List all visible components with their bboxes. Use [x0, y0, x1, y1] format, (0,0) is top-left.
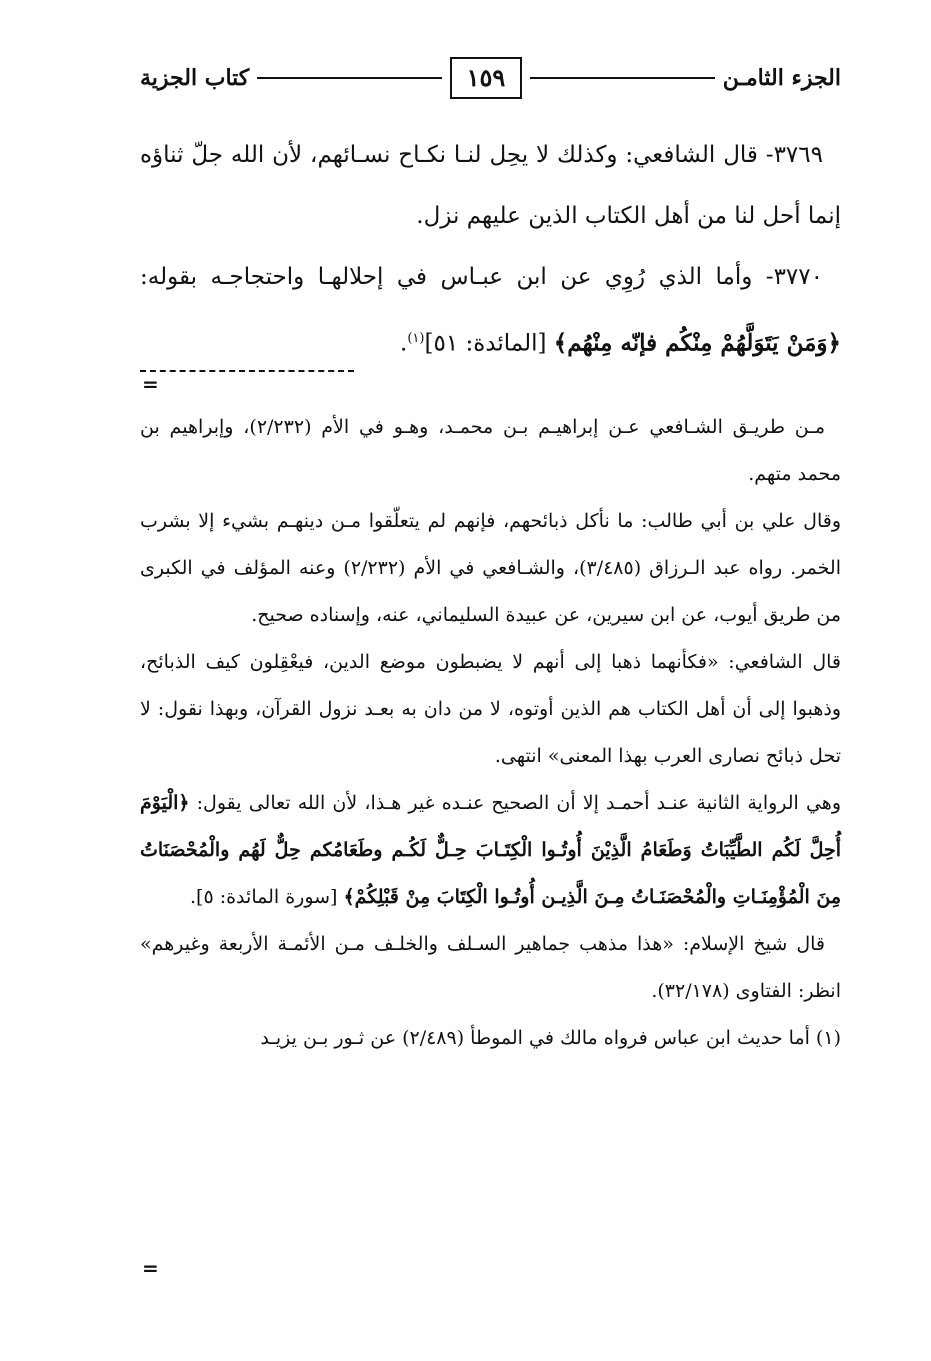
continuation-mark-bottom: = — [142, 1256, 159, 1280]
paragraph-end-mark: . — [400, 330, 408, 357]
main-text — [140, 125, 841, 375]
footnote-1: (١) أما حديث ابن عباس فرواه مالك في الموطأ (٢/٤٨٩) عن ثـور بـن يزيـد — [260, 1027, 841, 1049]
running-head-volume: الجزء الثامـن — [722, 65, 841, 91]
paragraph-3770-text: ٣٧٧٠- وأما الذي رُوِي عن ابن عبـاس في إحلالهـا واحتجاجـه بقوله: — [140, 264, 823, 290]
footnote-separator — [140, 370, 354, 372]
note-quran-verse: ﴿الْيَوْمَ أُحِلَّ لَكُم الطَّيِّبَاتُ وَطَعَامُ الَّذِيْنَ أُوتُـوا الْكِتَـابَ حِـلٌّ لَكُـم وطَعَامُكم حِلٌّ لَهُم والْمُحْصَنَاتُ مِنَ الْمُؤْمِنَـاتِ والْمُحْصَنَـاتُ مِـنَ الَّذِيـن أُوتُـوا الْكِتَابَ مِنْ قَبْلِكُمْ﴾ — [140, 792, 841, 908]
note-verse-reference: [سورة المائدة: ٥]. — [189, 886, 344, 908]
paragraph-3769: ٣٧٦٩- قال الشافعي: وكذلك لا يحِل لنـا نكـاح نسـائهم، لأن الله جلّ ثناؤه إنما أحل لنا من أهل الكتاب الذين عليهم نزل. — [140, 142, 841, 229]
note-paragraph-2: وقال علي بن أبي طالب: ما نأكل ذبائحهم، فإنهم لم يتعلّقوا مـن دينهـم بشيء إلا بشرب الخمر. رواه عبد الـرزاق (٣/٤٨٥)، والشـافعي في الأم (٢/٢٣٢) وعنه المؤلف في الكبرى من طريق أيوب، عن ابن سيرين، عن عبيدة السليماني، عنه، وإسناده صحيح. — [140, 510, 841, 626]
header-rule-left — [257, 77, 442, 79]
note-paragraph-3: قال الشافعي: «فكأنهما ذهبا إلى أنهم لا يضبطون موضع الدين، فيعْقِلون كيف الذبائح، وذهبوا إلى أن أهل الكتاب هم الذين أوتوه، لا من دان به بعـد نزول القرآن، وبهذا نقول: لا تحل ذبائح نصارى العرب بهذا المعنى» انتهى. — [140, 651, 841, 767]
page-header — [140, 54, 841, 102]
note-paragraph-5: قال شيخ الإسلام: «هذا مذهب جماهير السـلف والخلـف مـن الأئمـة الأربعة وغيرهم» انظر: الفتاوى (٣٢/١٧٨). — [140, 933, 841, 1002]
footnote-section — [140, 404, 841, 1062]
paragraph-3770 — [140, 247, 841, 375]
footnote-marker: (١) — [407, 331, 425, 346]
note-paragraph-1: مـن طريـق الشـافعي عـن إبراهيـم بـن محمـد، وهـو في الأم (٢/٢٣٢)، وإبراهيم بن محمد متهم. — [140, 416, 841, 485]
quran-verse: ﴿وَمَنْ يَتَوَلَّهُمْ مِنْكُم فإنّه مِنْهُم﴾ — [553, 329, 841, 357]
note-4-text: وهي الرواية الثانية عنـد أحمـد إلا أن الصحيح عنـده غير هـذا، لأن الله تعالى يقول: — [189, 792, 841, 814]
header-rule-right — [530, 77, 715, 79]
running-head-book: كتاب الجزية — [140, 65, 250, 91]
verse-reference: [المائدة: ٥١] — [424, 330, 554, 357]
continuation-mark-top: = — [142, 372, 159, 396]
page-number: ١٥٩ — [450, 57, 522, 99]
note-paragraph-4 — [140, 780, 841, 921]
